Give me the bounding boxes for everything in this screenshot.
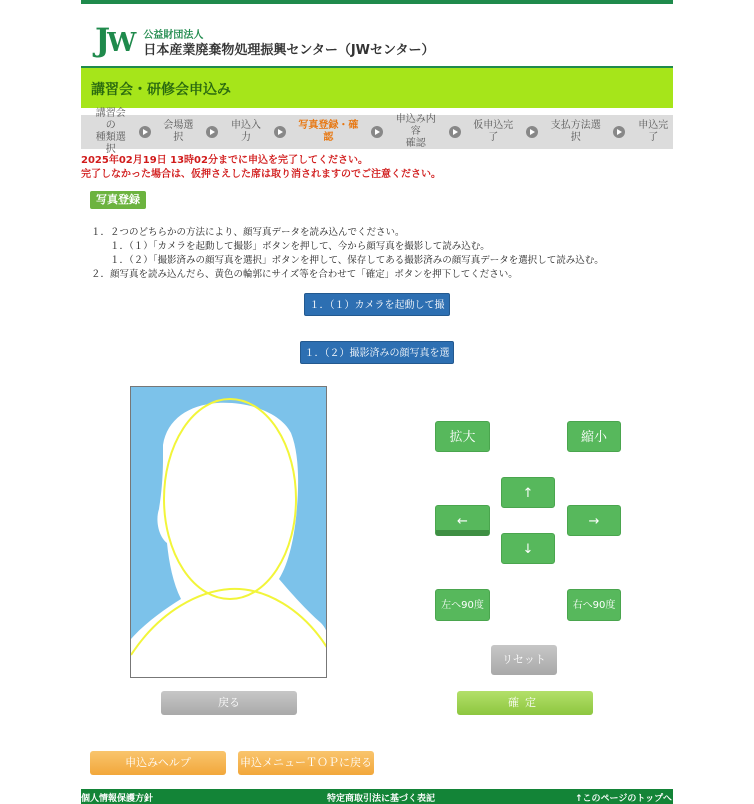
photo-preview[interactable]: [130, 386, 327, 678]
step-input: 申込入力: [230, 120, 261, 143]
site-header: [81, 4, 673, 66]
step-provisional: 仮申込完了: [473, 120, 514, 143]
step-course-type: 講習会の 種類選択: [95, 108, 126, 155]
page-top-link[interactable]: ↑このページのトップへ: [575, 794, 672, 804]
menu-top-button[interactable]: 申込メニューＴＯＰに戻る: [238, 751, 374, 775]
jw-logo[interactable]: [95, 21, 435, 59]
instruction-1: １．２つのどちらかの方法により、顔写真データを読み込んでください。: [91, 227, 405, 238]
cancel-warning: 完了しなかった場合は、仮押さえした席は取り消されますのでご注意ください。: [81, 169, 441, 180]
org-name: 日本産業廃棄物処理振興センター（JWセンター）: [143, 43, 435, 58]
step-arrow-icon: [206, 126, 218, 138]
move-left-button[interactable]: ←: [435, 505, 490, 536]
instruction-1a: １．（１）「カメラを起動して撮影」ボタンを押して、今から顔写真を撮影して読み込む。: [110, 241, 490, 252]
step-arrow-icon: [449, 126, 461, 138]
deadline-warning: 2025年02月19日 13時02分までに申込を完了してください。: [81, 155, 368, 166]
page-title: 講習会・研修会申込み: [91, 82, 231, 98]
step-payment: 支払方法選択: [550, 120, 601, 143]
move-right-button[interactable]: →: [567, 505, 621, 536]
instruction-2: ２．顔写真を読み込んだら、黄色の輪郭にサイズ等を合わせて「確定」ボタンを押下してください。: [91, 269, 518, 280]
step-complete: 申込完了: [638, 120, 669, 143]
privacy-policy-link[interactable]: 個人情報保護方針: [81, 794, 154, 804]
instruction-1b: １．（２）「撮影済みの顔写真を選択」ボタンを押して、保存してある撮影済みの顔写真データを選択して読み込む。: [110, 255, 604, 266]
back-button[interactable]: 戻る: [161, 691, 297, 715]
step-review: 申込み内容 確認: [395, 114, 436, 149]
rotate-right-button[interactable]: 右へ90度: [567, 589, 621, 621]
reset-button[interactable]: リセット: [491, 645, 557, 675]
step-arrow-icon: [274, 126, 286, 138]
select-photo-button[interactable]: １．（２）撮影済みの顔写真を選択: [300, 341, 454, 364]
step-arrow-icon: [139, 126, 151, 138]
progress-steps: [81, 108, 673, 155]
confirm-button[interactable]: 確定: [457, 691, 593, 715]
commercial-law-link[interactable]: 特定商取引法に基づく表記: [327, 794, 436, 804]
step-photo-current: 写真登録・確認: [298, 120, 359, 143]
page: [81, 0, 673, 804]
move-up-button[interactable]: ↑: [501, 477, 555, 508]
step-arrow-icon: [371, 126, 383, 138]
section-badge-photo: 写真登録: [90, 191, 146, 209]
photo-preview-canvas: [131, 387, 327, 678]
jw-logo-mark: JW: [95, 21, 134, 59]
move-down-button[interactable]: ↓: [501, 533, 555, 564]
rotate-left-button[interactable]: 左へ90度: [435, 589, 490, 621]
step-venue: 会場選択: [163, 120, 194, 143]
step-arrow-icon: [613, 126, 625, 138]
camera-capture-button[interactable]: １．（１）カメラを起動して撮影: [304, 293, 450, 316]
help-button[interactable]: 申込みヘルプ: [90, 751, 226, 775]
zoom-in-button[interactable]: 拡大: [435, 421, 490, 452]
page-title-bar: [81, 66, 673, 108]
step-arrow-icon: [526, 126, 538, 138]
zoom-out-button[interactable]: 縮小: [567, 421, 621, 452]
org-type-label: 公益財団法人: [143, 30, 204, 41]
site-footer: [81, 789, 673, 804]
